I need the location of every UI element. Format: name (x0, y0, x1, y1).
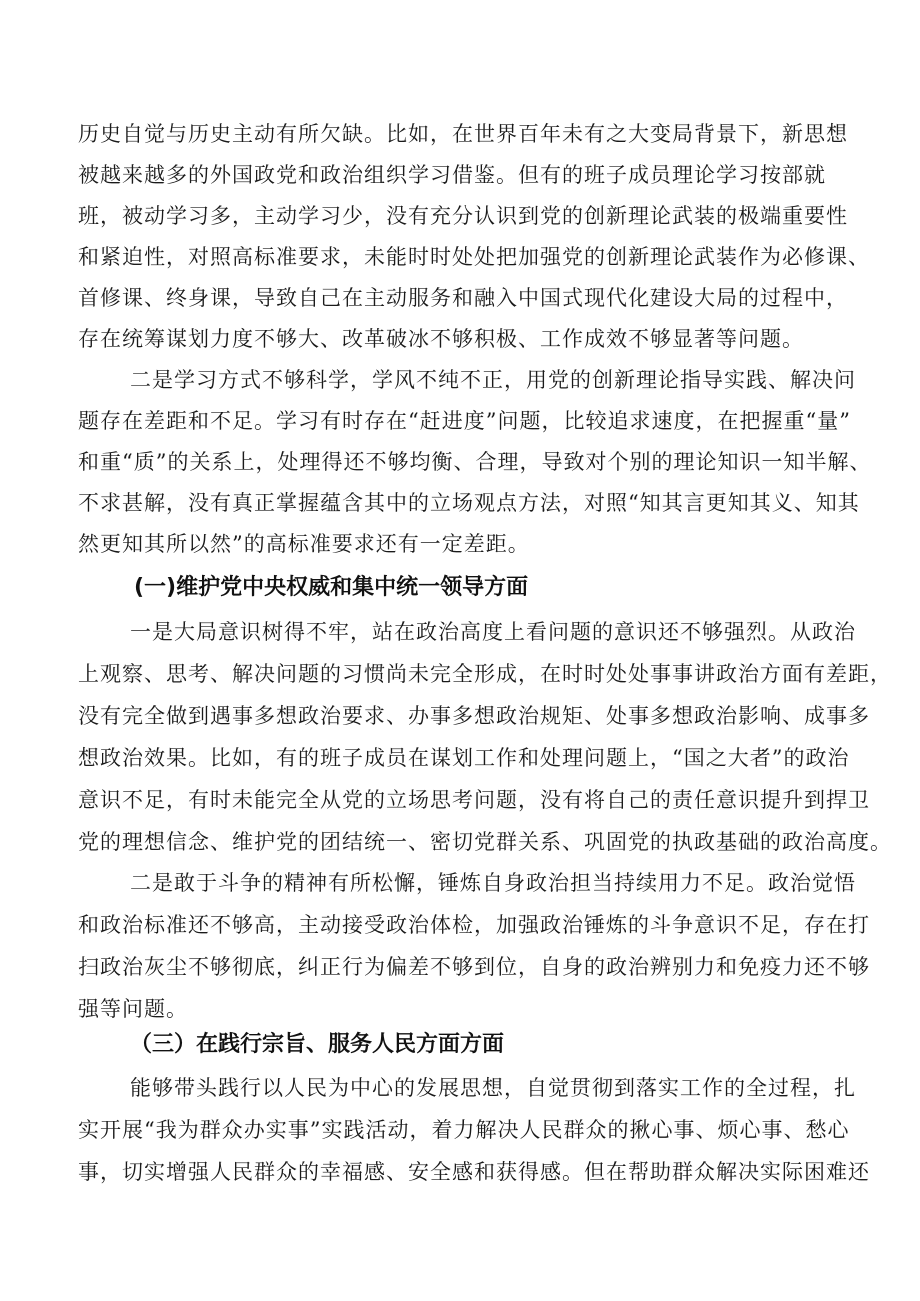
section-heading: (一)维护党中央权威和集中统一领导方面 (134, 575, 529, 600)
paragraph-line: 事，切实增强人民群众的幸福感、安全感和获得感。但在帮助群众解决实际困难还 (78, 1160, 870, 1184)
paragraph-line: 不求甚解，没有真正掌握蕴含其中的立场观点方法，对照“知其言更知其义、知其 (78, 491, 860, 515)
paragraph-line: 被越来越多的外国政党和政治组织学习借鉴。但有的班子成员理论学习按部就 (78, 163, 826, 187)
paragraph-line: 强等问题。 (78, 997, 188, 1021)
paragraph-line: 想政治效果。比如，有的班子成员在谋划工作和处理问题上，“国之大者”的政治 (78, 746, 850, 770)
paragraph-line: 班，被动学习多，主动学习少，没有充分认识到党的创新理论武装的极端重要性 (78, 204, 848, 228)
paragraph-line: 题存在差距和不足。学习有时存在“赶进度”问题，比较追求速度，在把握重“量” (78, 409, 851, 433)
paragraph-line: 能够带头践行以人民为中心的发展思想，自觉贯彻到落实工作的全过程，扎 (130, 1076, 856, 1100)
paragraph-line: 和重“质”的关系上，处理得还不够均衡、合理，导致对个别的理论知识一知半解、 (78, 450, 872, 474)
paragraph-line: 一是大局意识树得不牢，站在政治高度上看问题的意识还不够强烈。从政治 (130, 620, 856, 644)
paragraph-line: 党的理想信念、维护党的团结统一、密切党群关系、巩固党的执政基础的政治高度。 (78, 830, 892, 854)
paragraph-line: 和政治标准还不够高，主动接受政治体检，加强政治锤炼的斗争意识不足，存在打 (78, 913, 870, 937)
paragraph-line: 没有完全做到遇事多想政治要求、办事多想政治规矩、处事多想政治影响、成事多 (78, 704, 870, 728)
paragraph-line: 上观察、思考、解决问题的习惯尚未完全形成，在时时处处事事讲政治方面有差距， (78, 662, 892, 686)
paragraph-line: 实开展“我为群众办实事”实践活动，着力解决人民群众的揪心事、烦心事、愁心 (78, 1118, 850, 1142)
paragraph-line: 意识不足，有时未能完全从党的立场思考问题，没有将自己的责任意识提升到捍卫 (78, 788, 870, 812)
paragraph-line: 存在统筹谋划力度不够大、改革破冰不够积极、工作成效不够显著等问题。 (78, 327, 804, 351)
paragraph-line: 二是敢于斗争的精神有所松懈，锤炼自身政治担当持续用力不足。政治觉悟 (130, 871, 856, 895)
paragraph-line: 然更知其所以然”的高标准要求还有一定差距。 (78, 532, 530, 556)
paragraph-line: 二是学习方式不够科学，学风不纯不正，用党的创新理论指导实践、解决问 (130, 368, 856, 392)
paragraph-line: 首修课、终身课，导致自己在主动服务和融入中国式现代化建设大局的过程中， (78, 286, 848, 310)
section-heading: （三）在践行宗旨、服务人民方面方面 (130, 1032, 505, 1057)
paragraph-line: 和紧迫性，对照高标准要求，未能时时处处把加强党的创新理论武装作为必修课、 (78, 245, 870, 269)
paragraph-line: 扫政治灰尘不够彻底，纠正行为偏差不够到位，自身的政治辨别力和免疫力还不够 (78, 955, 870, 979)
paragraph-line: 历史自觉与历史主动有所欠缺。比如，在世界百年未有之大变局背景下，新思想 (78, 122, 848, 146)
